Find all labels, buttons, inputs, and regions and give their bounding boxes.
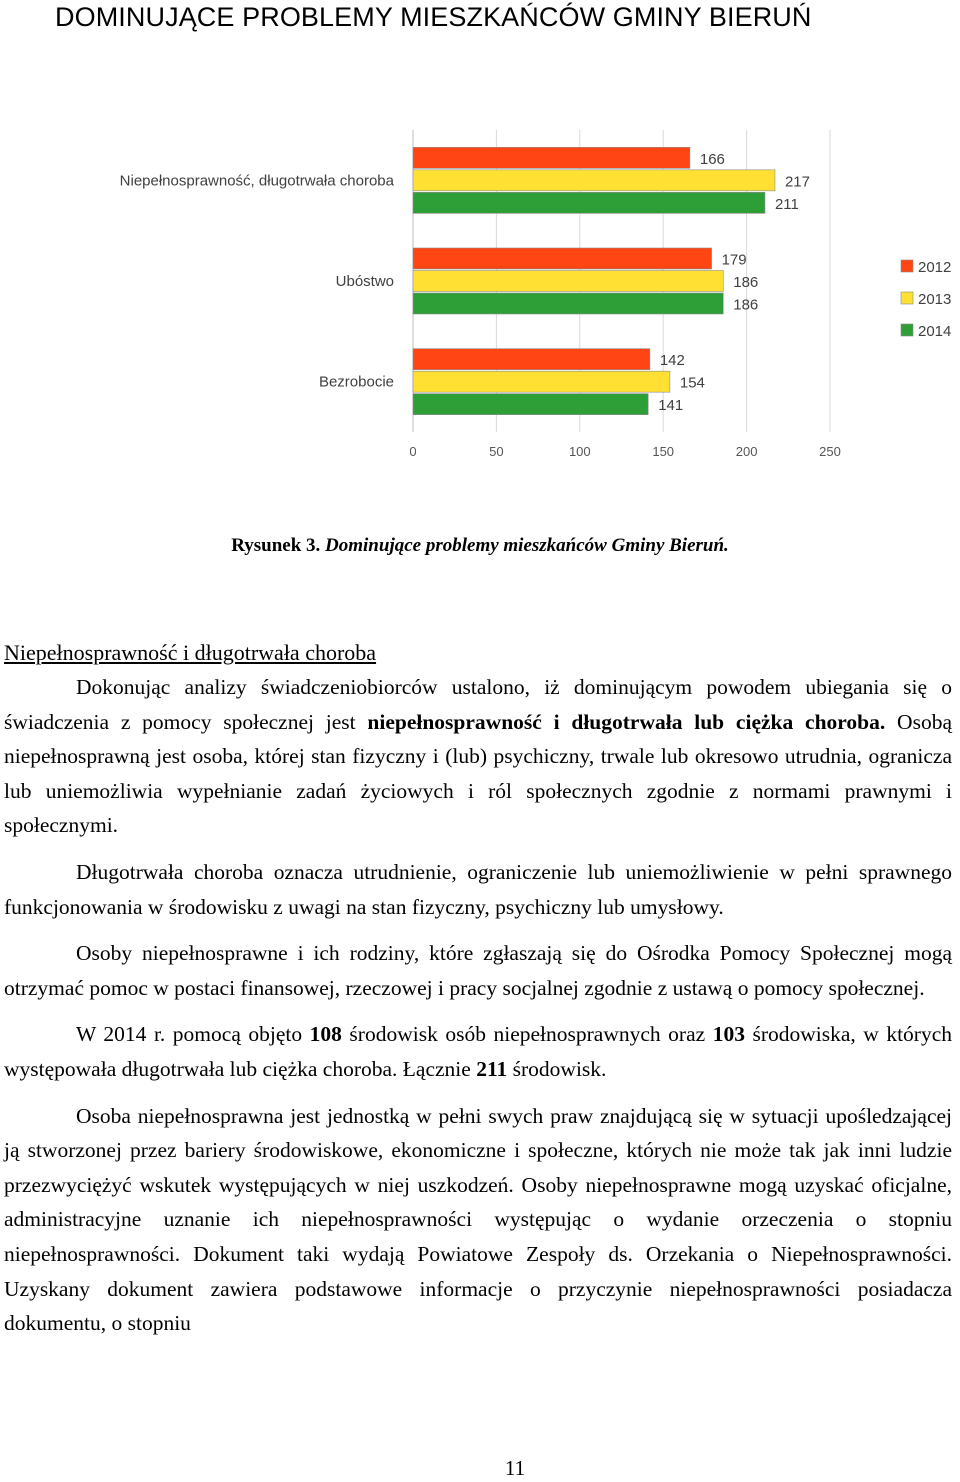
- p1-text-b: Osobą niepełnosprawną jest osoba, której stan fizyczny i (lub) psychiczny, trwale lub okresowo utrudnia, ogranicza lub uniemożliwia wypełnianie zadań życiowych i ról społecznych zgodnie z normami prawnymi i społecznymi.: [4, 709, 952, 838]
- bar: [413, 147, 690, 168]
- legend-swatch: [901, 324, 913, 336]
- p1-bold: niepełnosprawność i długotrwała lub ciężka choroba.: [367, 709, 886, 734]
- x-tick-label: 50: [489, 444, 504, 459]
- p4-number-1: 108: [309, 1022, 342, 1047]
- legend-swatch: [901, 260, 913, 272]
- page-number: 11: [504, 1456, 526, 1480]
- paragraph-5: Osoba niepełnosprawna jest jednostką w pełni swych praw znajdującą się w sytuacji upośledzającej ją stworzonej przez bariery środowiskowe, ekonomiczne i społeczne, których nie może tak jak inni ludzie przezwyciężyć wskutek występujących w niej uszkodzeń. Osoby niepełnosprawne mogą uzyskać oficjalne, administracyjne uznanie ich niepełnosprawności występując o wydanie orzeczenia o stopniu niepełnosprawności. Dokument taki wydają Powiatowe Zespoły ds. Orzekania o Niepełnosprawności. Uzyskany dokument zawiera podstawowe informacje o przyczynie niepełnosprawności posiadacza dokumentu, o stopniu: [4, 1103, 952, 1336]
- legend-label: 2012: [918, 259, 952, 276]
- bar: [413, 349, 650, 370]
- paragraph-3: Osoby niepełnosprawne i ich rodziny, które zgłaszają się do Ośrodka Pomocy Społecznej mogą otrzymać pomoc w postaci finansowej, rzeczowej i pracy socjalnej zgodnie z ustawą o pomocy społecznej.: [4, 941, 952, 1000]
- x-tick-label: 0: [409, 444, 417, 459]
- bar-chart: [0, 110, 960, 480]
- caption-number: Rysunek 3.: [231, 535, 321, 556]
- bar: [413, 394, 648, 415]
- p4-number-3: 211: [476, 1056, 508, 1081]
- p4-text-b: środowisk osób niepełnosprawnych oraz: [341, 1022, 713, 1047]
- paragraph-2: Długotrwała choroba oznacza utrudnienie, ograniczenie lub uniemożliwienie w pełni sprawnego funkcjonowania w środowisku z uwagi na stan fizyczny, psychiczny lub umysłowy.: [4, 859, 952, 919]
- caption-text: Dominujące problemy mieszkańców Gminy Bieruń.: [325, 535, 729, 556]
- x-tick-label: 100: [568, 444, 591, 459]
- x-tick-label: 150: [652, 444, 675, 459]
- paragraph-4: [4, 1017, 952, 1086]
- data-label: 217: [784, 173, 810, 191]
- figure-caption: [0, 535, 960, 557]
- x-tick-label: 200: [735, 444, 758, 459]
- data-label: 166: [699, 150, 725, 168]
- document-body: [4, 636, 952, 1353]
- data-label: 186: [733, 274, 759, 291]
- category-label: Ubóstwo: [335, 273, 394, 290]
- data-label: 179: [721, 251, 747, 269]
- page-title: DOMINUJĄCE PROBLEMY MIESZKAŃCÓW GMINY BIERUŃ: [55, 2, 812, 32]
- p4-text-a: W 2014 r. pomocą objęto: [76, 1022, 310, 1047]
- category-label: Bezrobocie: [318, 373, 394, 391]
- legend-label: 2013: [918, 291, 952, 308]
- data-label: 142: [659, 352, 685, 370]
- bar: [413, 271, 723, 292]
- legend-swatch: [901, 292, 913, 304]
- x-tick-label: 250: [819, 444, 841, 459]
- bar: [413, 192, 765, 213]
- data-label: 154: [679, 374, 705, 392]
- p1-text-a: Dokonując analizy świadczeniobiorców ustalono, iż dominującym powodem ubiegania się o świadczenia z pomocy społecznej jest: [4, 675, 952, 734]
- bar: [413, 371, 670, 392]
- p4-number-2: 103: [712, 1022, 745, 1047]
- data-label: 141: [658, 397, 684, 415]
- p4-text-d: środowisk.: [507, 1056, 607, 1081]
- data-label: 186: [733, 296, 759, 314]
- category-label: Niepełnosprawność, długotrwała choroba: [119, 172, 394, 190]
- legend-label: 2014: [918, 323, 952, 340]
- bar: [413, 248, 712, 269]
- data-label: 211: [774, 195, 799, 213]
- bar: [413, 293, 723, 314]
- paragraph-1: [4, 670, 952, 843]
- section-heading: Niepełnosprawność i długotrwała choroba: [4, 640, 377, 665]
- bar: [413, 170, 775, 191]
- p4-text-c: środowiska, w których występowała długotrwała lub ciężka choroba. Łącznie: [4, 1022, 953, 1081]
